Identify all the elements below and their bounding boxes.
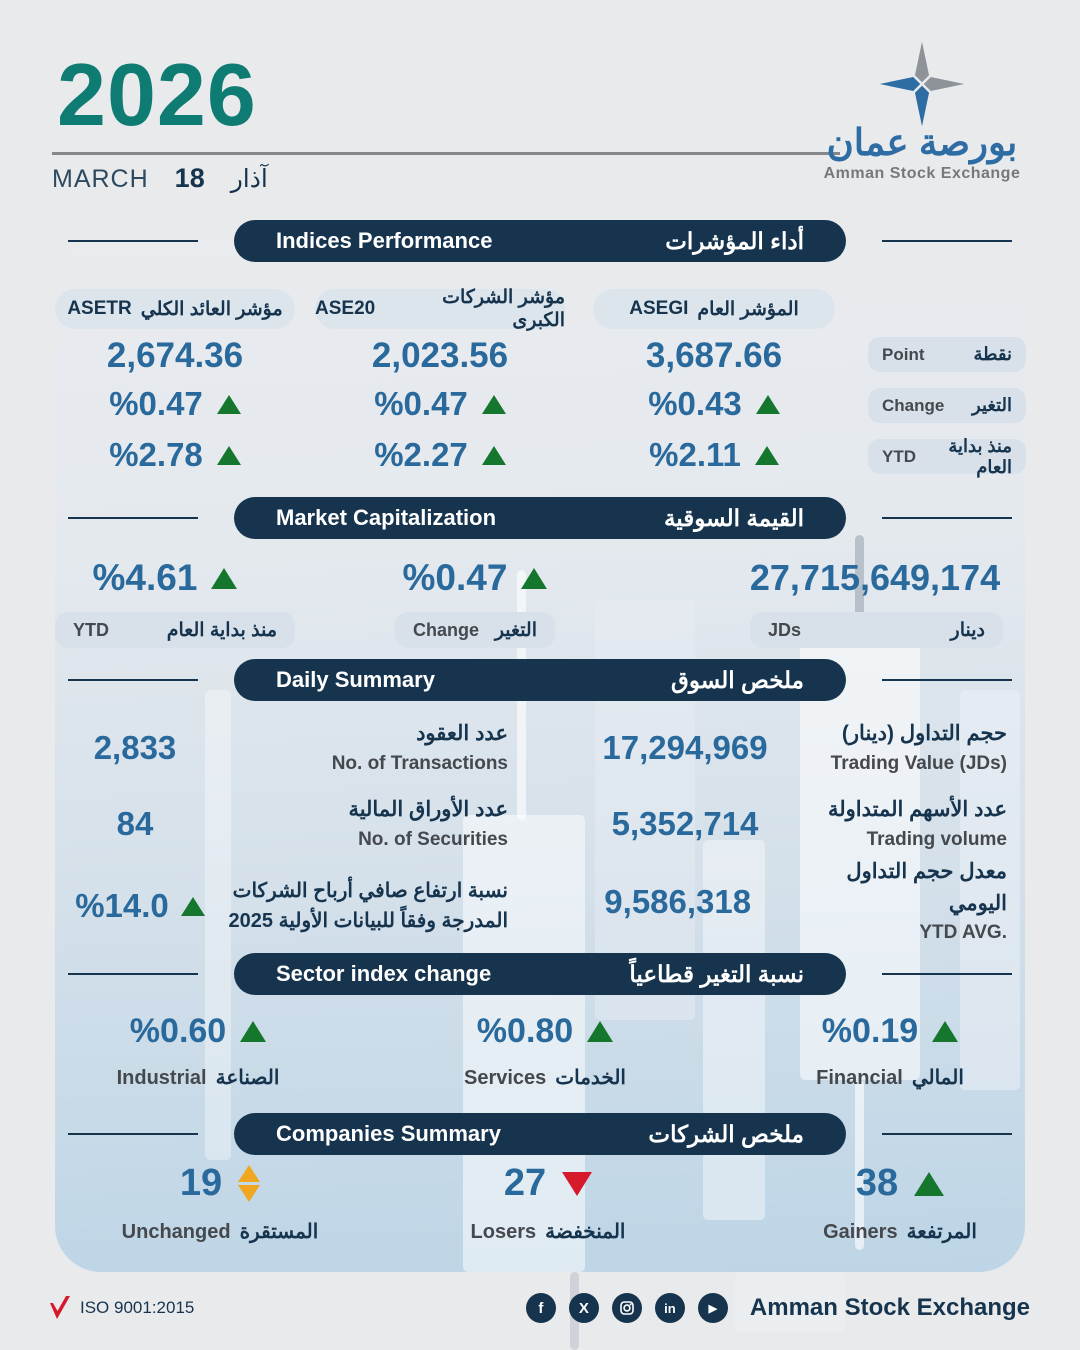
youtube-icon[interactable] [698, 1293, 728, 1323]
ytd-avg-cell [560, 860, 1007, 944]
indices-section-header [55, 220, 1025, 262]
market-cap-total-value [730, 552, 1020, 604]
row-label-ar: التغير [972, 395, 1012, 415]
companies-section-header [55, 1113, 1025, 1155]
label-ar: دينار [950, 619, 985, 641]
index-code: ASETR [67, 298, 132, 319]
section-title-en: Daily Summary [276, 667, 435, 692]
row-label-en: Point [882, 344, 925, 364]
label-ar: عدد الأسهم المتداولة [827, 798, 1007, 821]
ase20-ytd: %2.27 [374, 436, 468, 473]
label-en: Trading volume [866, 828, 1007, 850]
decor-line [882, 1133, 1012, 1135]
ytd-avg-value: 9,586,318 [604, 883, 752, 920]
profit-value: %14.0 [75, 887, 169, 924]
decor-line [68, 679, 198, 681]
companies-losers [418, 1162, 678, 1244]
month-ar: آذار [230, 165, 268, 193]
sector-services [415, 1012, 675, 1090]
day-number: 18 [174, 163, 205, 193]
instagram-icon[interactable] [612, 1293, 642, 1323]
index-code: ASE20 [315, 298, 376, 319]
asegi-values [593, 336, 835, 476]
decor-line [68, 1133, 198, 1135]
transactions-value: 2,833 [93, 729, 177, 766]
label-ar: المدرجة وفقاً للبيانات الأولية 2025 [228, 910, 508, 932]
label-en: Services [464, 1067, 547, 1089]
unchanged-count: 19 [179, 1162, 223, 1204]
down-triangle-icon [562, 1172, 592, 1196]
up-triangle-icon [756, 395, 780, 414]
sector-value: %0.60 [129, 1012, 227, 1050]
section-title-en: Companies Summary [276, 1121, 501, 1146]
label-ar: نسبة ارتفاع صافي أرباح الشركات [232, 880, 508, 902]
daily-summary-section-header [55, 659, 1025, 701]
row-label-en: YTD [882, 446, 916, 466]
securities-value: 84 [116, 805, 154, 842]
market-cap-title-pill [234, 497, 846, 539]
index-name-ar: المؤشر العام [697, 298, 799, 320]
report-date [52, 163, 268, 194]
losers-count: 27 [503, 1162, 547, 1204]
label-en: YTD [73, 619, 109, 640]
label-en: Unchanged [121, 1221, 231, 1243]
row-label-ar: منذ بداية العام [948, 435, 1012, 477]
companies-gainers [770, 1162, 1030, 1244]
label-en: Industrial [116, 1067, 207, 1089]
section-title-en: Indices Performance [276, 228, 493, 253]
label-ar: الصناعة [215, 1067, 280, 1089]
up-triangle-icon [932, 1021, 958, 1042]
label-ar: الخدمات [555, 1067, 626, 1089]
asetr-ytd: %2.78 [109, 436, 203, 473]
footer [48, 1288, 1030, 1328]
label-ar: المنخفضة [545, 1221, 626, 1243]
ase20-change: %0.47 [374, 385, 468, 422]
label-ar: حجم التداول (دينار) [841, 722, 1007, 745]
value-text: %4.61 [92, 557, 198, 598]
indices-title-pill [234, 220, 846, 262]
label-ar: عدد الأوراق المالية [348, 798, 508, 821]
ase-logo [812, 40, 1032, 183]
index-pill-asegi [593, 289, 835, 329]
label-en: Trading Value (JDs) [830, 752, 1007, 774]
market-cap-section-header [55, 497, 1025, 539]
sector-value: %0.19 [821, 1012, 919, 1050]
section-title-en: Market Capitalization [276, 505, 497, 530]
up-triangle-icon [181, 897, 205, 916]
label-ar: المرتفعة [906, 1221, 977, 1243]
row-label-ar: نقطة [973, 344, 1012, 364]
label-en: Financial [816, 1067, 903, 1089]
up-triangle-icon [240, 1021, 266, 1042]
sector-financial [760, 1012, 1020, 1090]
market-cap-ytd-label [55, 612, 295, 648]
up-triangle-icon [211, 568, 237, 589]
youtube-glyph: ▶ [708, 1302, 718, 1315]
sector-value: %0.80 [476, 1012, 574, 1050]
row-label-en: Change [882, 395, 945, 415]
trading-value: 17,294,969 [602, 729, 768, 766]
row-label-change [868, 388, 1026, 423]
label-ar: عدد العقود [416, 722, 508, 745]
ase20-point: 2,023.56 [371, 336, 509, 375]
decor-line [882, 517, 1012, 519]
header-divider [52, 152, 840, 155]
label-ar: المالي [911, 1067, 964, 1089]
label-en: JDs [768, 619, 802, 640]
up-triangle-icon [587, 1021, 613, 1042]
x-glyph: X [578, 1299, 589, 1317]
social-links [526, 1293, 728, 1323]
companies-title-pill [234, 1113, 846, 1155]
up-triangle-icon [482, 395, 506, 414]
iso-label: ISO 9001:2015 [80, 1298, 195, 1317]
market-cap-ytd-value [45, 552, 285, 604]
ase-star-icon [878, 40, 966, 128]
label-en: Gainers [823, 1221, 898, 1243]
month-en: MARCH [52, 165, 149, 193]
decor-line [68, 517, 198, 519]
transactions-cell [55, 712, 508, 784]
asegi-point: 3,687.66 [645, 336, 783, 375]
sector-industrial [68, 1012, 328, 1090]
index-code: ASEGI [629, 298, 689, 319]
report-year: 2026 [57, 45, 257, 144]
securities-cell [55, 788, 508, 860]
market-cap-change-label [395, 612, 555, 648]
label-ar: منذ بداية العام [166, 619, 277, 641]
label-en: No. of Securities [358, 828, 508, 850]
asetr-point: 2,674.36 [106, 336, 244, 375]
facebook-glyph: f [538, 1299, 544, 1317]
market-cap-total-label [750, 612, 1003, 648]
linkedin-glyph: in [664, 1300, 676, 1316]
facebook-icon[interactable] [526, 1293, 556, 1323]
section-title-ar: القيمة السوقية [663, 504, 804, 531]
up-triangle-icon [217, 395, 241, 414]
section-title-ar: نسبة التغير قطاعياً [629, 960, 804, 987]
trading-volume-cell [560, 788, 1007, 860]
market-cap-change-value [355, 552, 595, 604]
label-ar: المستقرة [239, 1221, 319, 1243]
row-label-point [868, 337, 1026, 372]
index-pill-asetr [55, 289, 295, 329]
value-text: %0.47 [402, 557, 508, 598]
index-name-ar: مؤشر العائد الكلي [140, 298, 283, 320]
gainers-count: 38 [855, 1162, 899, 1204]
row-label-ytd [868, 435, 1026, 477]
unchanged-diamond-icon [238, 1165, 260, 1202]
up-triangle-icon [482, 446, 506, 465]
x-twitter-icon[interactable] [569, 1293, 599, 1323]
decor-line [68, 240, 198, 242]
value-text: 27,715,649,174 [749, 557, 1001, 598]
linkedin-icon[interactable] [655, 1293, 685, 1323]
section-title-ar: ملخص السوق [671, 666, 804, 693]
logo-name-english: Amman Stock Exchange [823, 165, 1021, 182]
section-title-ar: أداء المؤشرات [665, 227, 804, 254]
footer-brand: Amman Stock Exchange [749, 1294, 1030, 1321]
profit-increase-cell [55, 856, 508, 956]
asetr-change: %0.47 [109, 385, 203, 422]
logo-name-arabic: بورصة عمان [826, 122, 1018, 163]
trading-volume-value: 5,352,714 [611, 805, 759, 842]
decor-line [882, 973, 1012, 975]
up-triangle-icon [755, 446, 779, 465]
index-pill-ase20 [315, 289, 565, 329]
label-ar: معدل حجم التداول اليومي [846, 860, 1007, 915]
label-en: No. of Transactions [331, 752, 508, 774]
label-en: YTD AVG. [919, 922, 1007, 944]
daily-summary-title-pill [234, 659, 846, 701]
decor-line [68, 973, 198, 975]
sector-section-header [55, 953, 1025, 995]
iso-badge [48, 1295, 194, 1321]
section-title-ar: ملخص الشركات [648, 1120, 804, 1147]
label-en: Losers [470, 1221, 537, 1243]
ase20-values [315, 336, 565, 476]
trading-value-cell [560, 712, 1007, 784]
red-check-icon [48, 1295, 72, 1321]
up-triangle-icon [914, 1172, 944, 1196]
asegi-change: %0.43 [648, 385, 742, 422]
up-triangle-icon [521, 568, 547, 589]
label-ar: التغير [494, 619, 537, 641]
up-triangle-icon [217, 446, 241, 465]
asegi-ytd: %2.11 [649, 436, 741, 473]
companies-unchanged [90, 1162, 350, 1244]
decor-line [882, 679, 1012, 681]
index-name-ar: مؤشر الشركات الكبرى [442, 287, 565, 331]
asetr-values [55, 336, 295, 476]
sector-title-pill [234, 953, 846, 995]
decor-line [882, 240, 1012, 242]
label-en: Change [413, 619, 480, 640]
section-title-en: Sector index change [276, 961, 492, 986]
